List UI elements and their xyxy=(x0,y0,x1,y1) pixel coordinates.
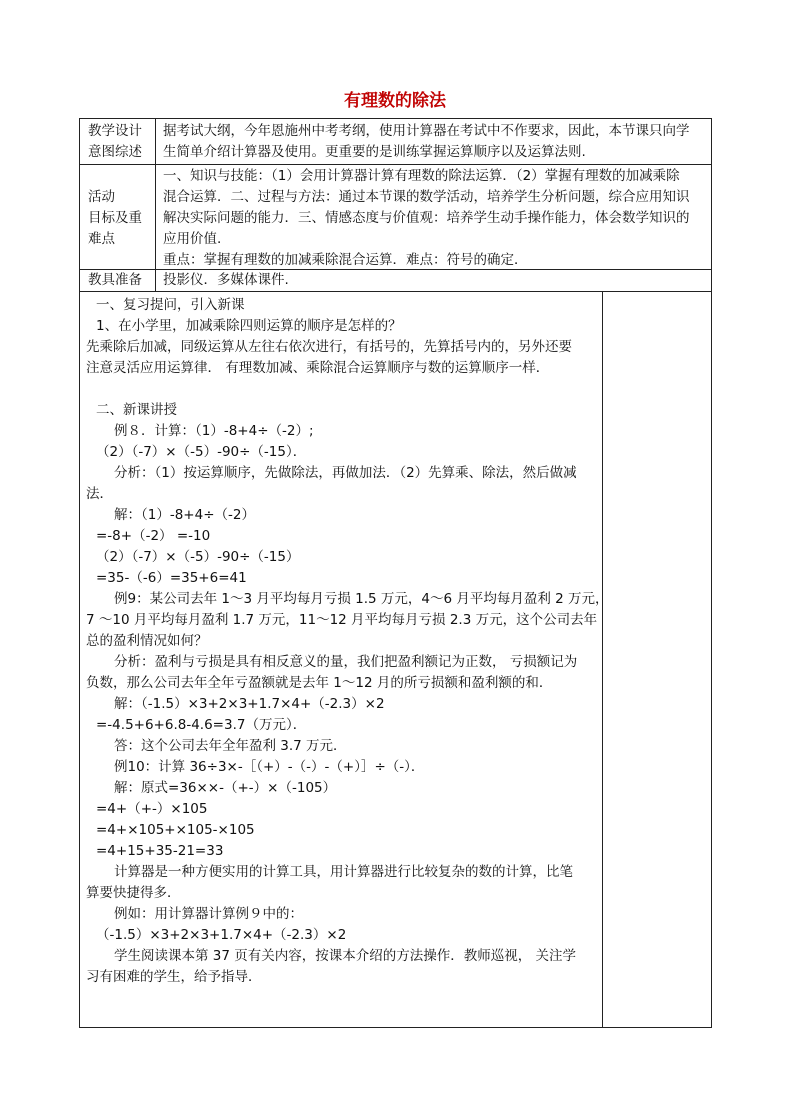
lesson-line: 答：这个公司去年全年盈利 3.7 万元． xyxy=(114,738,347,754)
lesson-line: 总的盈利情况如何？ xyxy=(86,633,208,649)
lesson-line: （-1.5）×3+2×3+1.7×4+（-2.3）×2 xyxy=(96,927,347,943)
row-content-objectives: 一、知识与技能：（1）会用计算器计算有理数的除法运算．（2）掌握有理数的加减乘除 混合运算．二、过程与方法：通过本节课的数学活动，培养学生分析问题，综合应用知识 解决实际问题的能力．三、情感态度与价值观：培养学生动手操作能力，体会数学知识的 应用价值. 重点：掌握有理数的加减乘除混合运算．难点：符号的确定． xyxy=(163,168,690,268)
lesson-line: 解：（1）-8+4÷（-2） xyxy=(114,507,255,523)
row-content-teaching-aids: 投影仪．多媒体课件. xyxy=(163,272,289,288)
lesson-line: =-8+（-2） =-10 xyxy=(96,528,211,544)
lesson-line: 例9：某公司去年 1～3 月平均每月亏损 1.5 万元，4～6 月平均每月盈利 2 万元， xyxy=(114,591,609,607)
lesson-line: 1、在小学里，加减乘除四则运算的顺序是怎样的？ xyxy=(96,318,402,334)
page-title: 有理数的除法 xyxy=(344,91,446,111)
lesson-line: =4+15+35-21=33 xyxy=(96,843,224,859)
lesson-line: 法． xyxy=(86,486,113,502)
lesson-line: =-4.5+6+6.8-4.6=3.7（万元）． xyxy=(96,717,307,733)
row-label-objectives: 活动 目标及重 难点 xyxy=(88,189,142,247)
lesson-line: 例10：计算 36÷3×-［（+）-（-）-（+）］÷（-）． xyxy=(114,759,425,775)
lesson-line: 解：（-1.5）×3+2×3+1.7×4+（-2.3）×2 xyxy=(114,696,385,712)
lesson-line: 习有困难的学生，给予指导． xyxy=(86,969,262,985)
lesson-process-content xyxy=(86,295,609,988)
row-divider xyxy=(80,291,711,292)
lesson-line: 7 ～10 月平均每月盈利 1.7 万元，11～12 月平均每月亏损 2.3 万元，这个公司去年 xyxy=(86,612,598,628)
lesson-line: =35-（-6）=35+6=41 xyxy=(96,570,247,586)
lesson-line: （2）（-7）×（-5）-90÷（-15）． xyxy=(96,444,307,460)
lesson-line: 例８．计算：（1）-8+4÷（-2）; xyxy=(114,423,314,439)
lesson-line: 先乘除后加减，同级运算从左往右依次进行，有括号的，先算括号内的，另外还要 xyxy=(86,339,572,355)
lesson-line: =4+×105+×105-×105 xyxy=(96,822,255,838)
lesson-line: 注意灵活应用运算律． 有理数加减、乘除混合运算顺序与数的运算顺序一样． xyxy=(86,360,550,376)
lesson-line: 二、新课讲授 xyxy=(96,402,177,418)
lesson-plan-table xyxy=(79,118,712,1028)
lesson-line: 例如：用计算器计算例９中的： xyxy=(114,906,303,922)
row-label-design-intent: 教学设计 意图综述 xyxy=(88,123,142,160)
lesson-line: 算要快捷得多． xyxy=(86,885,181,901)
lesson-line xyxy=(86,379,600,400)
lesson-line: 负数，那么公司去年全年亏盈额就是去年 1～12 月的所亏损额和盈利额的和． xyxy=(86,675,553,691)
lesson-line: 分析：（1）按运算顺序，先做除法，再做加法．（2）先算乘、除法，然后做减 xyxy=(114,465,577,481)
lesson-line: 计算器是一种方便实用的计算工具，用计算器进行比较复杂的数的计算，比笔 xyxy=(114,864,573,880)
notes-column-divider xyxy=(602,291,603,1027)
lesson-line: 解：原式=36××-（+-）×（-105） xyxy=(114,780,337,796)
row-content-design-intent: 据考试大纲，今年恩施州中考考纲，使用计算器在考试中不作要求，因此，本节课只向学 生简单介绍计算器及使用。更重要的是训练掌握运算顺序以及运算法则. xyxy=(163,123,690,160)
lesson-line: （2）（-7）×（-5）-90÷（-15） xyxy=(96,549,300,565)
lesson-line: 一、复习提问，引入新课 xyxy=(96,297,245,313)
lesson-line: 学生阅读课本第 37 页有关内容，按课本介绍的方法操作．教师巡视， 关注学 xyxy=(114,948,577,964)
row-divider xyxy=(80,164,711,165)
lesson-line: 分析：盈利与亏损是具有相反意义的量，我们把盈利额记为正数， 亏损额记为 xyxy=(114,654,578,670)
lesson-line: =4+（+-）×105 xyxy=(96,801,208,817)
row-label-teaching-aids: 教具准备 xyxy=(88,272,142,288)
label-column-divider xyxy=(155,119,156,291)
